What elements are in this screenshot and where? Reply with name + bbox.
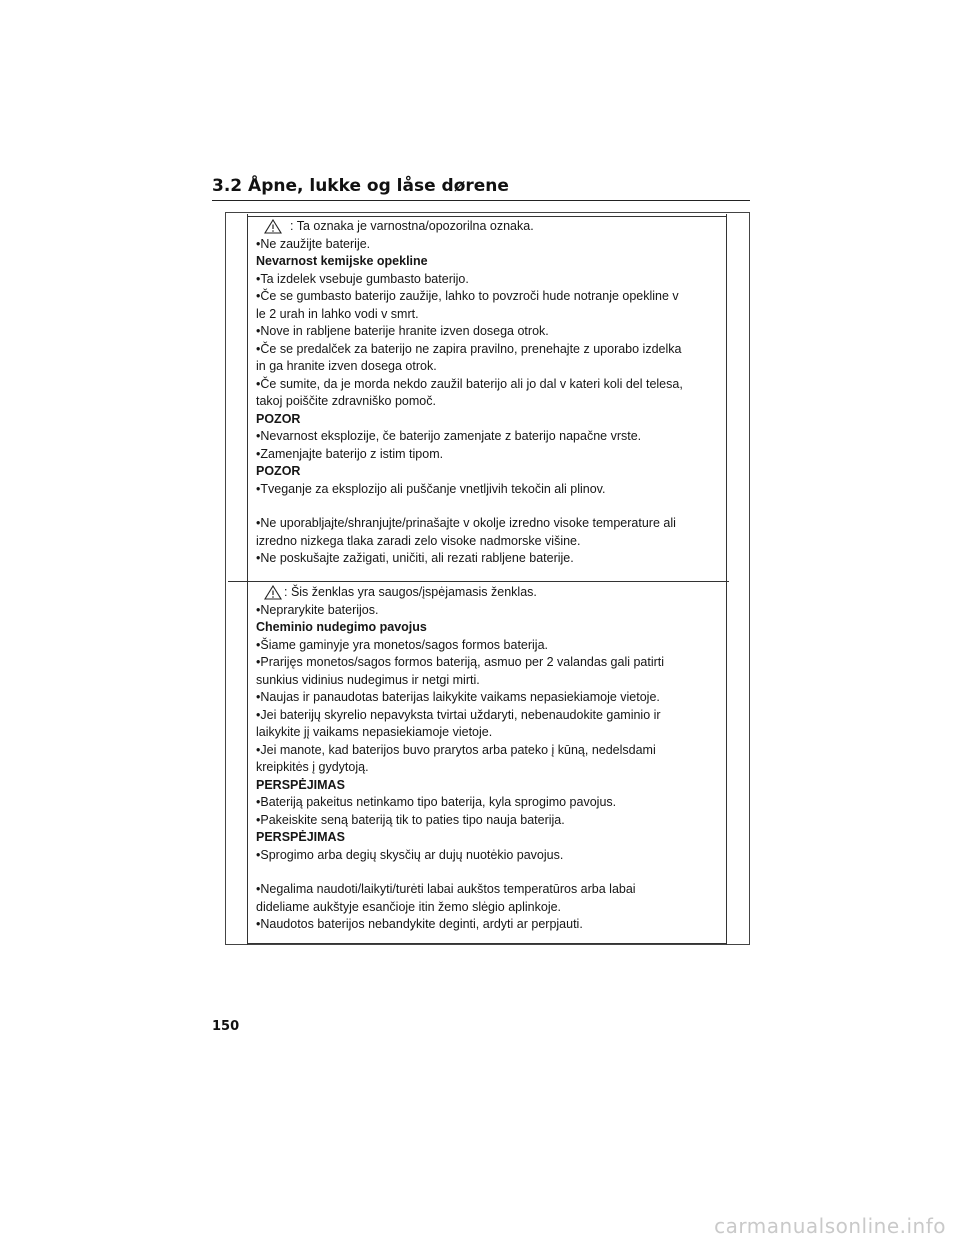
sl-line: le 2 urah in lahko vodi v smrt. [256, 306, 419, 321]
watermark: carmanualsonline.info [714, 1214, 946, 1238]
lt-line: laikykite jį vaikams nepasiekiamoje vietoje. [256, 725, 493, 739]
sl-line: •Ne uporabljajte/shranjujte/prinašajte v okolje izredno visoke temperature ali [256, 516, 676, 530]
lithuanian-warning-line [256, 584, 716, 602]
sl-line: •Nevarnost eksplozije, če baterijo zamenjate z baterijo napačne vrste. [256, 429, 642, 443]
sl-line: •Če sumite, da je morda nekdo zaužil baterijo ali jo dal v kateri koli del telesa, [256, 376, 683, 391]
lt-line: •Negalima naudoti/laikyti/turėti labai aukštos temperatūros arba labai [256, 882, 636, 896]
bottom-divider [247, 943, 727, 944]
section-title: 3.2 Åpne, lukke og låse dørene [212, 176, 750, 201]
warning-triangle-icon [264, 585, 282, 600]
lt-line: kreipkitės į gydytoją. [256, 760, 369, 774]
lt-line: sunkius vidinius nudegimus ir netgi mirti. [256, 672, 480, 687]
sl-line: •Če se predalček za baterijo ne zapira pravilno, prenehajte z uporabo izdelka [256, 341, 682, 356]
lt-line: dideliame aukštyje esančioje itin žemo slėgio aplinkoje. [256, 899, 562, 914]
sl-line: •Ta izdelek vsebuje gumbasto baterijo. [256, 271, 469, 286]
lithuanian-warning-text: : Šis ženklas yra saugos/įspėjamasis ženklas. [284, 585, 537, 599]
top-divider [247, 216, 727, 217]
frame-right-line [726, 214, 727, 945]
sl-heading: POZOR [256, 464, 301, 478]
lt-heading: PERSPĖJIMAS [256, 777, 345, 792]
sl-line: •Zamenjajte baterijo z istim tipom. [256, 446, 444, 461]
lt-line: •Naudotos baterijos nebandykite deginti, ardyti ar perpjauti. [256, 917, 583, 931]
lt-heading: Cheminio nudegimo pavojus [256, 620, 427, 634]
lt-line: •Prarijęs monetos/sagos formos bateriją, asmuo per 2 valandas gali patirti [256, 655, 665, 669]
lt-line: •Neprarykite baterijos. [256, 602, 379, 617]
sl-line: •Tveganje za eksplozijo ali puščanje vnetljivih tekočin ali plinov. [256, 481, 606, 496]
slovenian-warning-line [256, 218, 716, 236]
lt-line: •Jei manote, kad baterijos buvo prarytos arba pateko į kūną, nedelsdami [256, 742, 656, 757]
sl-line: in ga hranite izven dosega otrok. [256, 359, 437, 373]
sl-line: •Nove in rabljene baterije hranite izven dosega otrok. [256, 324, 549, 338]
sl-heading: POZOR [256, 411, 301, 426]
lt-line: •Šiame gaminyje yra monetos/sagos formos baterija. [256, 637, 549, 652]
lt-line: •Sprogimo arba degių skysčių ar dujų nuotėkio pavojus. [256, 847, 564, 862]
slovenian-warning-block [256, 218, 716, 568]
slovenian-warning-text: : Ta oznaka je varnostna/opozorilna oznaka. [290, 219, 534, 233]
warning-triangle-icon [264, 219, 282, 234]
lithuanian-warning-block [256, 584, 716, 934]
lt-heading: PERSPĖJIMAS [256, 830, 345, 844]
lt-line: •Pakeiskite seną bateriją tik to paties tipo nauja baterija. [256, 812, 565, 827]
page-number: 150 [212, 1019, 240, 1034]
middle-divider [228, 581, 729, 582]
sl-heading: Nevarnost kemijske opekline [256, 254, 428, 268]
sl-line: •Ne poskušajte zažigati, uničiti, ali rezati rabljene baterije. [256, 551, 574, 565]
sl-line: •Če se gumbasto baterijo zaužije, lahko to povzroči hude notranje opekline v [256, 289, 679, 303]
sl-line: takoj poiščite zdravniško pomoč. [256, 394, 436, 408]
lt-line: •Naujas ir panaudotas baterijas laikykite vaikams nepasiekiamoje vietoje. [256, 690, 660, 704]
sl-line: izredno nizkega tlaka zaradi zelo visoke nadmorske višine. [256, 533, 581, 548]
frame-left-line [247, 214, 248, 945]
lt-line: •Bateriją pakeitus netinkamo tipo baterija, kyla sprogimo pavojus. [256, 795, 617, 809]
sl-line: •Ne zaužijte baterije. [256, 236, 371, 251]
lt-line: •Jei baterijų skyrelio nepavyksta tvirtai uždaryti, nebenaudokite gaminio ir [256, 707, 661, 722]
